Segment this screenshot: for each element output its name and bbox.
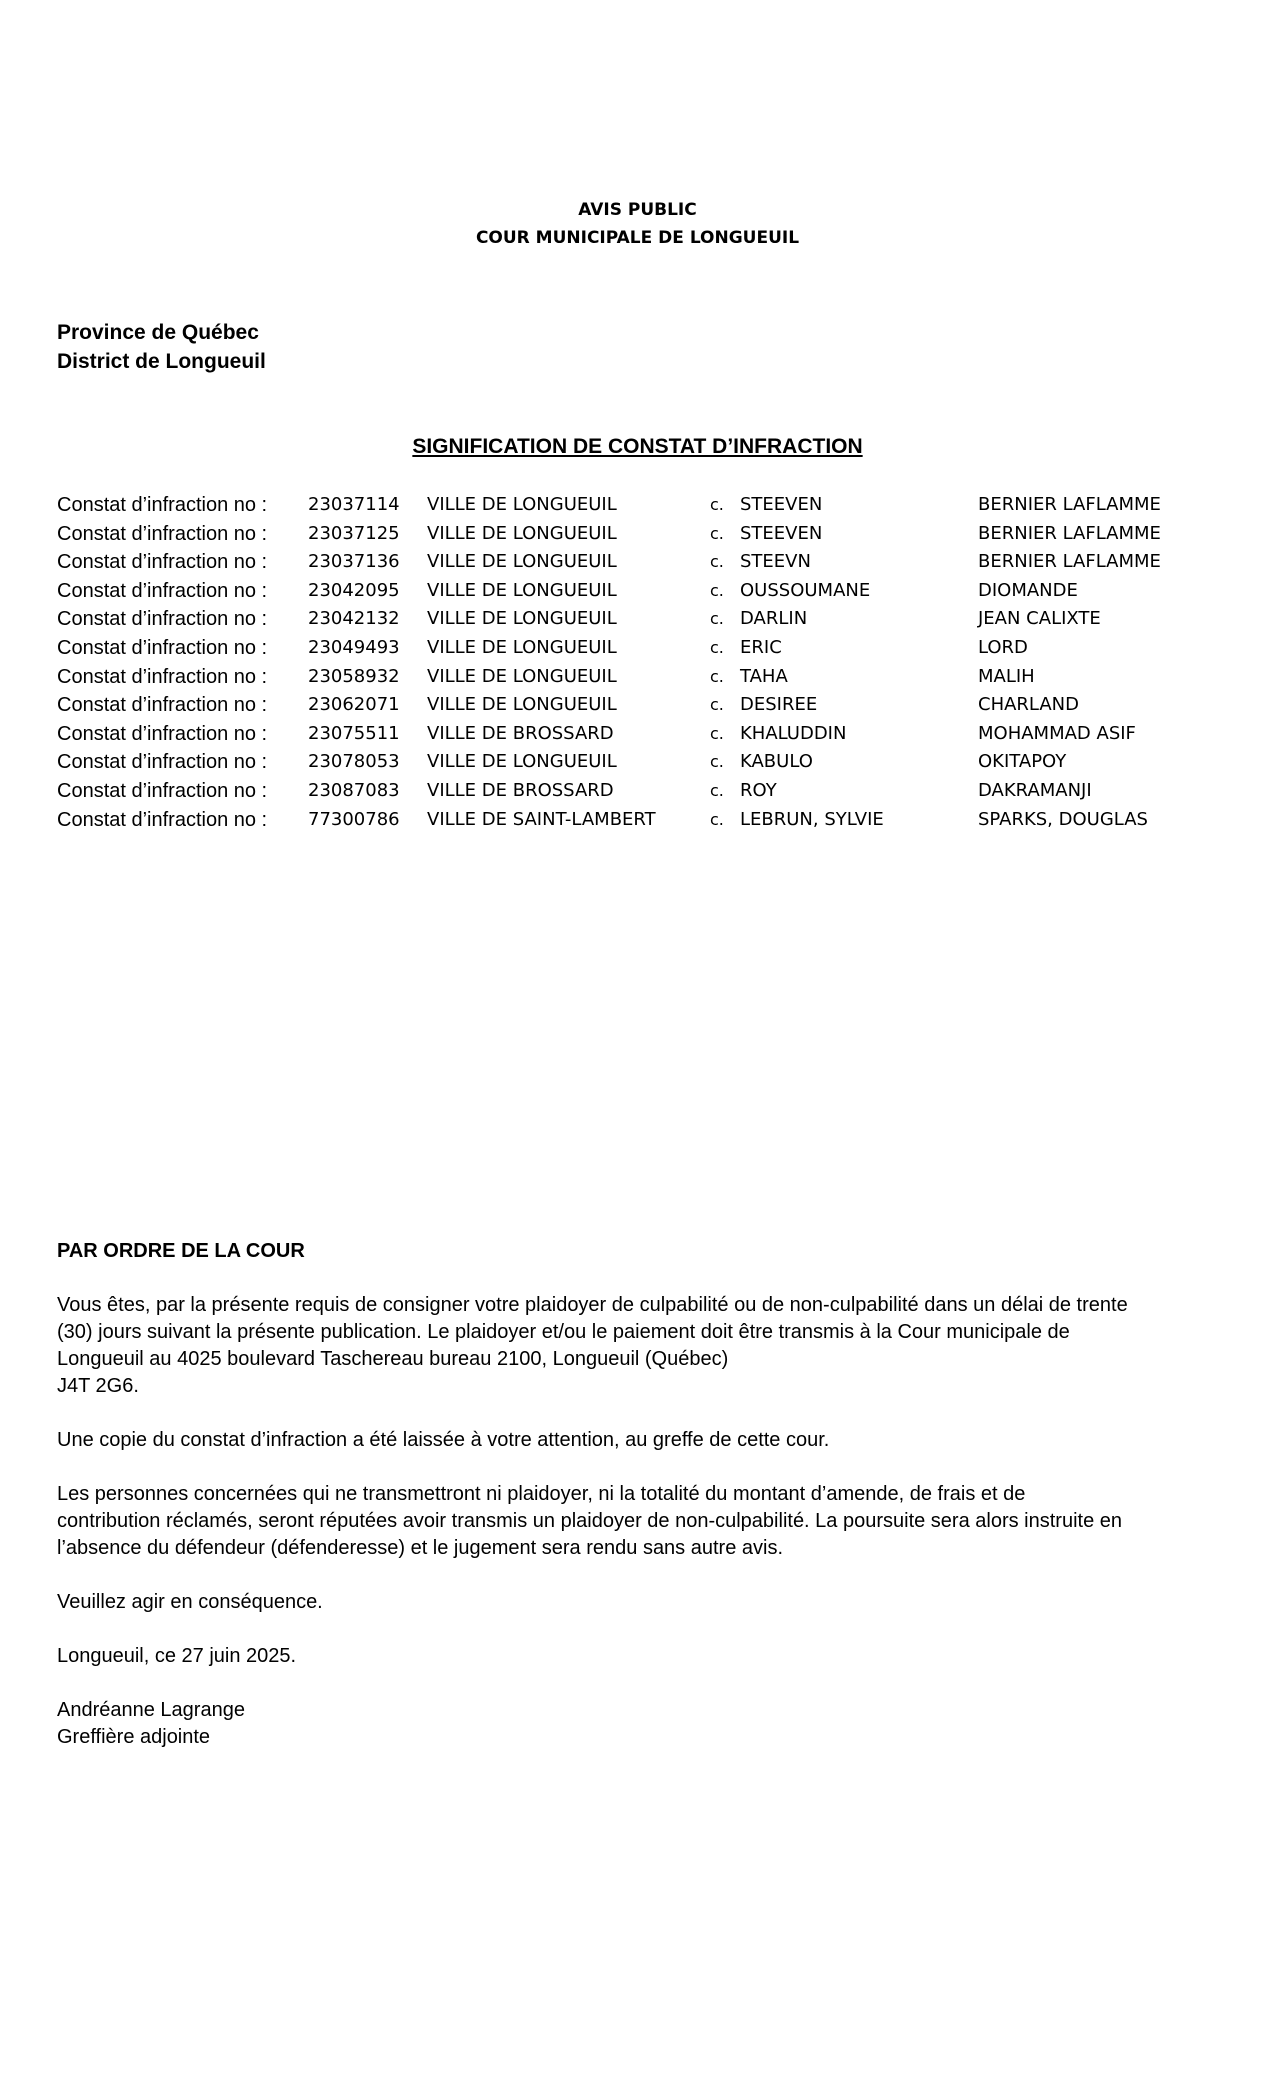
versus-marker: c. xyxy=(710,723,724,743)
infraction-label: Constat d’infraction no : xyxy=(57,751,268,774)
infraction-row xyxy=(57,663,1237,692)
infraction-label: Constat d’infraction no : xyxy=(57,694,268,717)
infraction-list xyxy=(57,491,1237,834)
defendant-first-name: DESIREE xyxy=(740,694,818,716)
signatory-name: Andréanne Lagrange xyxy=(57,1699,245,1721)
defendant-last-name: DAKRAMANJI xyxy=(978,779,1092,801)
defendant-first-name: TAHA xyxy=(740,665,788,687)
infraction-row xyxy=(57,806,1237,835)
defendant-last-name: DIOMANDE xyxy=(978,579,1078,601)
plaintiff-name: VILLE DE LONGUEUIL xyxy=(427,551,617,573)
versus-marker: c. xyxy=(710,495,724,514)
versus-marker: c. xyxy=(710,695,724,715)
defendant-first-name: OUSSOUMANE xyxy=(740,579,871,601)
infraction-row xyxy=(57,777,1237,806)
district-label: District de Longueuil xyxy=(57,350,266,373)
infraction-number: 23042095 xyxy=(308,579,400,601)
versus-marker: c. xyxy=(710,780,724,800)
versus-marker: c. xyxy=(710,637,724,657)
paragraph-line: Les personnes concernées qui ne transmettront ni plaidoyer, ni la totalité du montant d’amende, de frais et de xyxy=(57,1483,1026,1505)
infraction-row xyxy=(57,605,1237,634)
infraction-number: 23037114 xyxy=(308,494,400,515)
infraction-number: 23062071 xyxy=(308,694,400,716)
infraction-label: Constat d’infraction no : xyxy=(57,579,268,602)
infraction-number: 23078053 xyxy=(308,751,400,773)
court-name: COUR MUNICIPALE DE LONGUEUIL xyxy=(475,228,800,248)
defendant-first-name: ROY xyxy=(740,779,777,801)
defendant-first-name: KHALUDDIN xyxy=(740,722,847,744)
defendant-last-name: BERNIER LAFLAMME xyxy=(978,494,1161,515)
defendant-first-name: ERIC xyxy=(740,636,782,658)
paragraph-plea-instructions xyxy=(57,1292,1227,1400)
infraction-number: 23087083 xyxy=(308,779,400,801)
plaintiff-name: VILLE DE SAINT-LAMBERT xyxy=(427,808,656,830)
infraction-label: Constat d’infraction no : xyxy=(57,636,268,659)
infraction-row xyxy=(57,577,1237,606)
section-title: SIGNIFICATION DE CONSTAT D’INFRACTION xyxy=(412,435,863,458)
plaintiff-name: VILLE DE LONGUEUIL xyxy=(427,665,617,687)
versus-marker: c. xyxy=(710,809,724,829)
paragraph-line: l’absence du défendeur (défenderesse) et le jugement sera rendu sans autre avis. xyxy=(57,1537,784,1559)
infraction-label: Constat d’infraction no : xyxy=(57,779,268,802)
paragraph-line: Vous êtes, par la présente requis de consigner votre plaidoyer de culpabilité ou de non-culpabilité dans un délai de trente xyxy=(57,1294,1128,1316)
infraction-row xyxy=(57,491,1237,520)
defendant-last-name: JEAN CALIXTE xyxy=(978,608,1101,630)
infraction-row xyxy=(57,720,1237,749)
infraction-label: Constat d’infraction no : xyxy=(57,665,268,688)
paragraph-line: (30) jours suivant la présente publication. Le plaidoyer et/ou le paiement doit être transmis à la Cour municipale de xyxy=(57,1321,1070,1343)
infraction-row xyxy=(57,748,1237,777)
paragraph-act-accordingly: Veuillez agir en conséquence. xyxy=(57,1591,323,1613)
infraction-number: 23037136 xyxy=(308,551,400,573)
document-header xyxy=(0,196,1275,252)
paragraph-default-notice xyxy=(57,1481,1227,1562)
plaintiff-name: VILLE DE BROSSARD xyxy=(427,722,614,744)
defendant-last-name: SPARKS, DOUGLAS xyxy=(978,808,1148,830)
infraction-number: 23037125 xyxy=(308,522,400,544)
paragraph-line: J4T 2G6. xyxy=(57,1375,139,1397)
infraction-row xyxy=(57,548,1237,577)
signatory-title: Greffière adjointe xyxy=(57,1726,211,1748)
infraction-number: 77300786 xyxy=(308,808,400,830)
infraction-number: 23075511 xyxy=(308,722,400,744)
defendant-first-name: STEEVEN xyxy=(740,522,823,544)
infraction-label: Constat d’infraction no : xyxy=(57,522,268,545)
infraction-label: Constat d’infraction no : xyxy=(57,808,268,831)
defendant-last-name: MALIH xyxy=(978,665,1035,687)
province-label: Province de Québec xyxy=(57,321,259,344)
notice-title: AVIS PUBLIC xyxy=(578,200,697,220)
defendant-last-name: CHARLAND xyxy=(978,694,1080,716)
paragraph-copy-notice: Une copie du constat d’infraction a été laissée à votre attention, au greffe de cette cour. xyxy=(57,1429,830,1451)
defendant-first-name: STEEVEN xyxy=(740,494,823,515)
defendant-first-name: DARLIN xyxy=(740,608,808,630)
plaintiff-name: VILLE DE LONGUEUIL xyxy=(427,608,617,630)
date-line: Longueuil, ce 27 juin 2025. xyxy=(57,1645,297,1667)
plaintiff-name: VILLE DE LONGUEUIL xyxy=(427,494,617,515)
paragraph-line: Longueuil au 4025 boulevard Taschereau bureau 2100, Longueuil (Québec) xyxy=(57,1348,729,1370)
defendant-last-name: BERNIER LAFLAMME xyxy=(978,522,1161,544)
versus-marker: c. xyxy=(710,609,724,629)
signature-block xyxy=(57,1697,1227,1751)
infraction-number: 23042132 xyxy=(308,608,400,630)
defendant-first-name: STEEVN xyxy=(740,551,811,573)
plaintiff-name: VILLE DE LONGUEUIL xyxy=(427,636,617,658)
infraction-label: Constat d’infraction no : xyxy=(57,722,268,745)
infraction-row xyxy=(57,520,1237,549)
defendant-last-name: LORD xyxy=(978,636,1028,658)
infraction-label: Constat d’infraction no : xyxy=(57,551,268,574)
order-title: PAR ORDRE DE LA COUR xyxy=(57,1240,305,1262)
paragraph-line: contribution réclamés, seront réputées avoir transmis un plaidoyer de non-culpabilité. La poursuite sera alors instruite en xyxy=(57,1510,1123,1532)
plaintiff-name: VILLE DE LONGUEUIL xyxy=(427,694,617,716)
plaintiff-name: VILLE DE LONGUEUIL xyxy=(427,579,617,601)
infraction-label: Constat d’infraction no : xyxy=(57,494,268,516)
court-order-text xyxy=(57,1238,1227,1778)
versus-marker: c. xyxy=(710,752,724,772)
infraction-label: Constat d’infraction no : xyxy=(57,608,268,631)
defendant-last-name: MOHAMMAD ASIF xyxy=(978,722,1136,744)
plaintiff-name: VILLE DE LONGUEUIL xyxy=(427,751,617,773)
defendant-last-name: BERNIER LAFLAMME xyxy=(978,551,1161,573)
defendant-first-name: KABULO xyxy=(740,751,813,773)
versus-marker: c. xyxy=(710,523,724,543)
infraction-number: 23058932 xyxy=(308,665,400,687)
defendant-last-name: OKITAPOY xyxy=(978,751,1067,773)
jurisdiction-block xyxy=(57,318,266,376)
infraction-row xyxy=(57,634,1237,663)
defendant-first-name: LEBRUN, SYLVIE xyxy=(740,808,884,830)
infraction-row xyxy=(57,691,1237,720)
versus-marker: c. xyxy=(710,666,724,686)
plaintiff-name: VILLE DE BROSSARD xyxy=(427,779,614,801)
infraction-number: 23049493 xyxy=(308,636,400,658)
versus-marker: c. xyxy=(710,580,724,600)
versus-marker: c. xyxy=(710,552,724,572)
plaintiff-name: VILLE DE LONGUEUIL xyxy=(427,522,617,544)
